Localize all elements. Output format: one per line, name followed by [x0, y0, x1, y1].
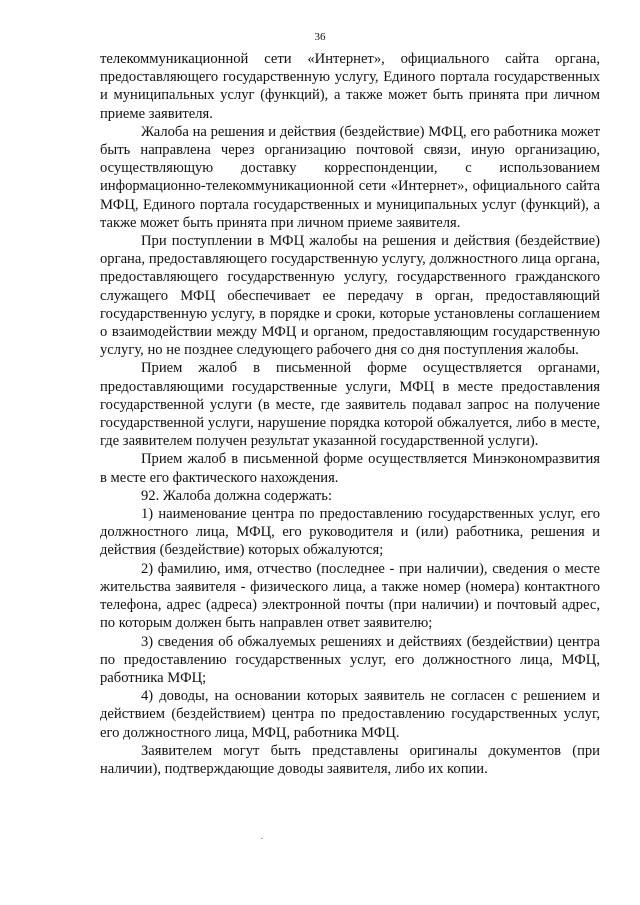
scan-artifact: [261, 838, 263, 839]
paragraph-92-heading: 92. Жалоба должна содержать:: [141, 487, 332, 504]
document-body: [100, 50, 600, 778]
paragraph-minekonomrazvitiya: Прием жалоб в письменной форме осуществляется Минэкономразвития в месте его фактического нахождения.: [100, 451, 600, 486]
page-number: 36: [314, 31, 326, 43]
paragraph-mfc-forwarding: При поступлении в МФЦ жалобы на решения и действия (бездействие) органа, предоставляющего государственную услугу, должностного лица органа, предоставляющего государственную услугу, государственного гражданского служащего МФЦ обеспечивает ее передачу в орган, предоставляющий государственную услугу, в порядке и сроки, которые установлены соглашением о взаимодействии между МФЦ и органом, предоставляющим государственную услугу, но не позднее следующего рабочего дня со дня поступления жалобы.: [100, 233, 600, 359]
paragraph-continuation: телекоммуникационной сети «Интернет», официального сайта органа, предоставляющего государственную услугу, Единого портала государственных и муниципальных услуг (функций), а также может быть принята при личном приеме заявителя.: [100, 51, 600, 122]
list-item-1: 1) наименование центра по предоставлению государственных услуг, его должностного лица, МФЦ, его руководителя и (или) работника, решения и действия (бездействие) которых обжалуются;: [100, 506, 600, 559]
list-item-4: 4) доводы, на основании которых заявитель не согласен с решением и действием (бездействием) центра по предоставлению государственных услуг, его должностного лица, МФЦ, работника МФЦ.: [100, 688, 600, 741]
paragraph-mfc-complaint-channels: Жалоба на решения и действия (бездействие) МФЦ, его работника может быть направлена через организацию почтовой связи, иную организацию, осуществляющую доставку корреспонденции, с использованием информационно-телекоммуникационной сети «Интернет», официального сайта МФЦ, Единого портала государственных и муниципальных услуг (функций), а также может быть принята при личном приеме заявителя.: [100, 123, 600, 231]
list-item-2: 2) фамилию, имя, отчество (последнее - при наличии), сведения о месте жительства заявителя - физического лица, а также номер (номера) контактного телефона, адрес (адреса) электронной почты (при наличии) и почтовый адрес, по которым должен быть направлен ответ заявителю;: [100, 560, 600, 632]
paragraph-originals: Заявителем могут быть представлены оригиналы документов (при наличии), подтверждающие доводы заявителя, либо их копии.: [100, 742, 600, 777]
list-item-3: 3) сведения об обжалуемых решениях и действиях (бездействии) центра по предоставлению государственных услуг, его должностного лица, МФЦ, работника МФЦ;: [100, 633, 600, 686]
paragraph-written-complaints: Прием жалоб в письменной форме осуществляется органами, предоставляющими государственные услуги, МФЦ в месте предоставления государственной услуги (в месте, где заявитель подавал запрос на получение государственной услуги, нарушение порядка которой обжалуется, либо в месте, где заявителем получен результат указанной государственной услуги).: [100, 360, 600, 450]
